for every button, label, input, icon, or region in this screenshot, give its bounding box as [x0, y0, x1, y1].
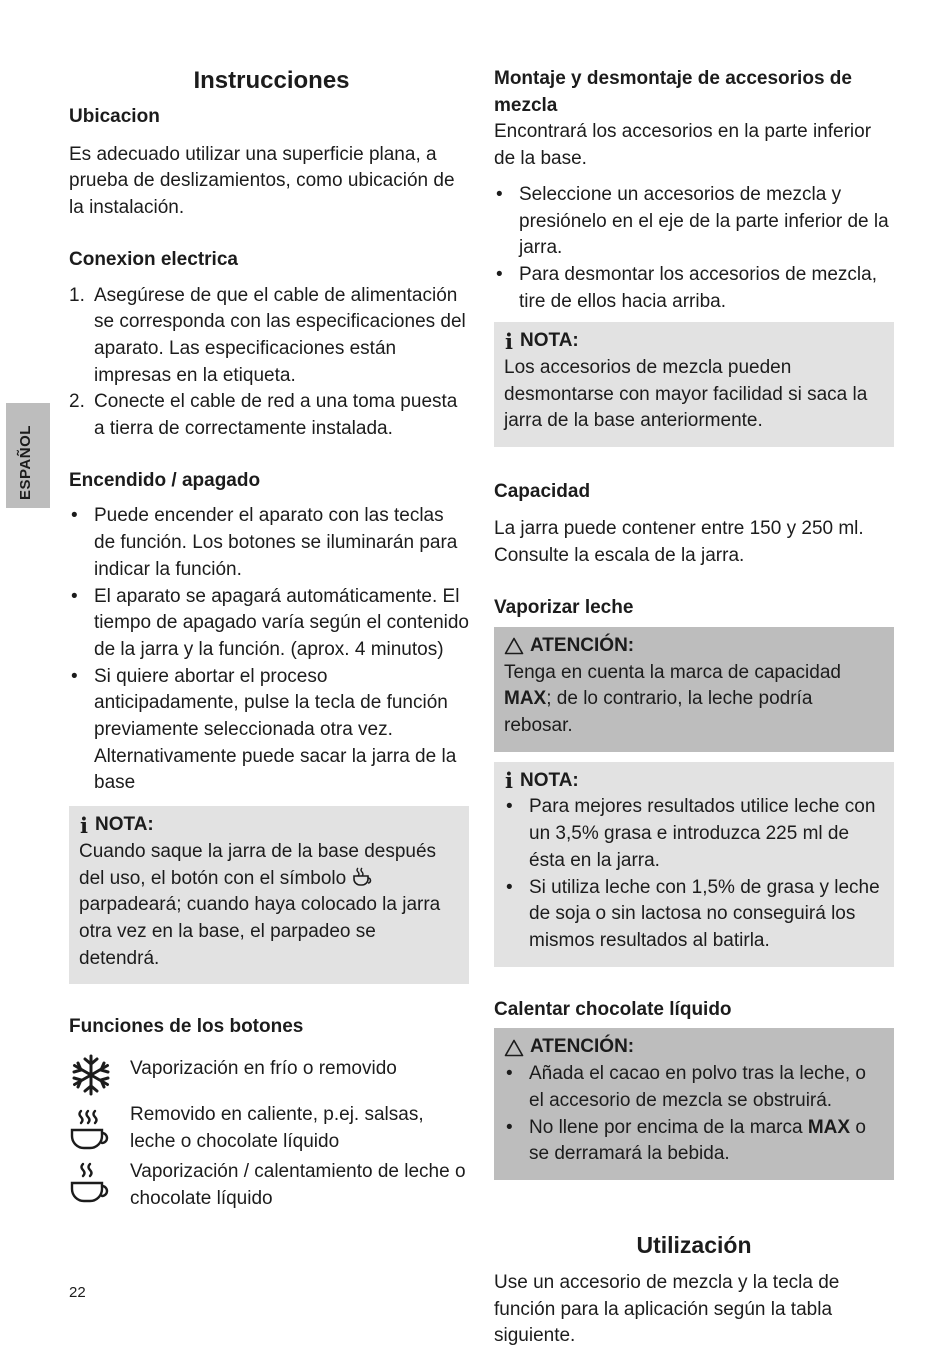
- atencion-box: [494, 627, 894, 752]
- list-item: • Para desmontar los accesorios de mezcla, tire de ellos hacia arriba.: [494, 262, 894, 315]
- list-item: [69, 1053, 469, 1102]
- nota-label: NOTA:: [95, 814, 154, 836]
- left-column: [69, 66, 469, 1213]
- list-item: 1. Asegúrese de que el cable de alimentación se corresponda con las especificaciones del aparato. Las especificaciones están impresas en la etiqueta.: [69, 284, 466, 386]
- warning-icon: [504, 1039, 524, 1057]
- nota-text: Cuando saque la jarra de la base después del uso, el botón con el símbolo parpadeará; cuando haya colocado la jarra otra vez en la base, el parpadeo se detendrá.: [79, 840, 441, 969]
- atencion-label: ATENCIÓN:: [530, 1036, 635, 1058]
- list-item: • Seleccione un accesorios de mezcla y presiónelo en el eje de la parte inferior de la jarra.: [494, 182, 894, 262]
- list-item: [69, 1102, 469, 1159]
- encendido-heading: Encendido / apagado: [69, 469, 261, 491]
- list-item: 2. Conecte el cable de red a una toma puesta a tierra de correctamente instalada.: [69, 391, 458, 440]
- cup-triple-steam-icon: [69, 1108, 113, 1154]
- atencion-label: ATENCIÓN:: [530, 634, 635, 656]
- cup-double-steam-icon: [69, 1161, 113, 1207]
- nota-box: [494, 762, 894, 967]
- ubicacion-heading: Ubicacion: [69, 106, 160, 127]
- nota-list: [504, 794, 884, 954]
- encendido-list: [69, 503, 469, 797]
- funcion-text: Removido en caliente, p.ej. salsas, leche o chocolate líquido: [130, 1104, 424, 1152]
- funciones-heading: Funciones de los botones: [69, 1016, 304, 1038]
- nota-box: [69, 806, 469, 984]
- right-column: [494, 66, 894, 1350]
- atencion-list: [504, 1061, 884, 1168]
- montaje-list: [494, 182, 894, 316]
- utilizacion-text: Use un accesorio de mezcla y la tecla de función para la aplicación según la tabla siguiente.: [494, 1271, 840, 1347]
- funciones-list: [69, 1053, 469, 1212]
- info-icon: i: [80, 812, 88, 838]
- list-item: • El aparato se apagará automáticamente. El tiempo de apagado varía según el contenido de la jarra y la función. (aprox. 4 minutos): [69, 584, 469, 664]
- info-icon: i: [505, 328, 513, 354]
- list-item: [69, 1159, 469, 1212]
- cup-steam-icon: [352, 867, 374, 887]
- funcion-text: Vaporización / calentamiento de leche o chocolate líquido: [130, 1161, 466, 1209]
- conexion-heading: Conexion electrica: [69, 248, 238, 270]
- montaje-text: Encontrará los accesorios en la parte inferior de la base.: [494, 121, 872, 170]
- utilizacion-title: Utilización: [636, 1231, 752, 1258]
- capacidad-heading: Capacidad: [494, 481, 591, 503]
- nota-box: [494, 322, 894, 447]
- nota-text: Los accesorios de mezcla pueden desmontarse con mayor facilidad si saca la jarra de la base anteriormente.: [504, 357, 868, 432]
- ubicacion-text: Es adecuado utilizar una superficie plana, a prueba de deslizamientos, como ubicación de la instalación.: [69, 143, 455, 219]
- nota-header: [79, 812, 459, 839]
- capacidad-text: La jarra puede contener entre 150 y 250 ml. Consulte la escala de la jarra.: [494, 517, 864, 566]
- list-item: • Puede encender el aparato con las teclas de función. Los botones se iluminarán para indicar la función.: [69, 503, 469, 583]
- atencion-box: [494, 1028, 894, 1180]
- language-tab-label: ESPAÑOL: [17, 425, 34, 500]
- info-icon: i: [505, 768, 513, 794]
- nota-header: [504, 768, 884, 795]
- nota-label: NOTA:: [520, 769, 579, 791]
- atencion-text: Tenga en cuenta la marca de capacidad MAX; de lo contrario, la leche podría rebosar.: [504, 661, 841, 737]
- list-item: • Si quiere abortar el proceso anticipadamente, pulse la tecla de función previamente seleccionada otra vez. Alternativamente puede sacar la jarra de la base: [69, 664, 469, 798]
- snowflake-icon: [69, 1053, 113, 1097]
- nota-header: [504, 328, 884, 355]
- list-item: • Para mejores resultados utilice leche con un 3,5% grasa e introduzca 225 ml de ésta en la jarra.: [504, 794, 884, 874]
- nota-label: NOTA:: [520, 330, 579, 352]
- funcion-text: Vaporización en frío o removido: [130, 1058, 397, 1080]
- warning-icon: [504, 637, 524, 655]
- vaporizar-heading: Vaporizar leche: [494, 597, 634, 619]
- montaje-heading: Montaje y desmontaje de accesorios de mezcla: [494, 68, 852, 116]
- list-item: • No llene por encima de la marca MAX o se derramará la bebida.: [504, 1115, 884, 1168]
- chocolate-heading: Calentar chocolate líquido: [494, 998, 732, 1020]
- page-title: Instrucciones: [193, 67, 350, 94]
- list-item: • Si utiliza leche con 1,5% de grasa y leche de soja o sin lactosa no conseguirá los mismos resultados al batirla.: [504, 875, 884, 955]
- page-number: 22: [69, 1284, 86, 1301]
- conexion-list: [69, 283, 469, 443]
- list-item: • Añada el cacao en polvo tras la leche, o el accesorio de mezcla se obstruirá.: [504, 1061, 884, 1114]
- atencion-header: [504, 1034, 884, 1061]
- atencion-header: [504, 633, 884, 660]
